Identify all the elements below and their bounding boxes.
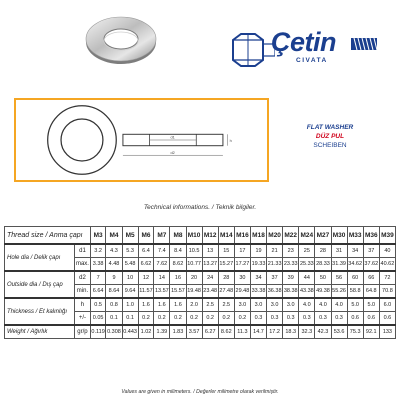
dim-label-d1: d1 [170,135,175,140]
table-cell: 133 [379,325,395,339]
table-cell: 1.83 [170,325,186,339]
table-row [5,244,396,258]
bolt-head-icon [227,32,275,68]
table-cell: 32.3 [299,325,315,339]
table-cell: 0.2 [202,312,218,326]
table-cell: 56 [331,271,347,285]
table-cell: 8.62 [218,325,234,339]
table-cell: 2.5 [202,298,218,312]
size-header: M7 [154,227,170,245]
table-cell: 0.2 [234,312,250,326]
table-cell: 64.8 [363,285,379,299]
logo-subtitle: CIVATA [296,57,328,64]
table-cell: 27.48 [218,285,234,299]
table-cell: 10 [122,271,138,285]
table-cell: 5.0 [347,298,363,312]
row-symbol: gr/p [75,325,91,339]
table-cell: 0.1 [122,312,138,326]
size-header: M16 [234,227,250,245]
table-cell: 31 [331,244,347,258]
threaded-bolt-icon [351,36,377,52]
table-cell: 11.57 [138,285,154,299]
dim-label-d2: d2 [170,150,175,155]
table-cell: 37 [363,244,379,258]
table-cell: 37 [267,271,283,285]
table-cell: 6.64 [90,285,106,299]
table-cell: 36.38 [267,285,283,299]
table-cell: 0.119 [90,325,106,339]
size-header: M8 [170,227,186,245]
table-cell: 14.7 [250,325,266,339]
table-row [5,325,396,339]
table-cell: 44 [299,271,315,285]
table-cell: 58.8 [347,285,363,299]
table-cell: 23 [283,244,299,258]
table-cell: 0.3 [267,312,283,326]
table-cell: 0.3 [299,312,315,326]
table-cell: 12 [138,271,154,285]
table-cell: 3.0 [283,298,299,312]
table-cell: 6.4 [138,244,154,258]
table-cell: 17.27 [234,258,250,272]
table-cell: 18.3 [283,325,299,339]
table-cell: 92.1 [363,325,379,339]
table-cell: 19.48 [186,285,202,299]
table-cell: 50 [315,271,331,285]
table-cell: 0.3 [283,312,299,326]
size-header: M39 [379,227,395,245]
table-cell: 1.39 [154,325,170,339]
table-cell: 72 [379,271,395,285]
table-cell: 19 [250,244,266,258]
size-header: M36 [363,227,379,245]
table-cell: 0.2 [170,312,186,326]
label-turkish: DÜZ PUL [315,133,345,140]
table-cell: 25.33 [299,258,315,272]
table-cell: 10.5 [186,244,202,258]
table-cell: 39 [283,271,299,285]
table-cell: 29.48 [234,285,250,299]
label-english: FLAT WASHER [306,124,354,131]
table-cell: 1.6 [138,298,154,312]
table-cell: 17 [234,244,250,258]
table-cell: 23.33 [283,258,299,272]
row-group-label: Outside dia / Dış çap [5,271,75,298]
table-cell: 3.57 [186,325,202,339]
dim-label-h: h [229,138,232,143]
label-german: SCHEIBEN [313,142,347,149]
size-header: M24 [299,227,315,245]
table-cell: 19.33 [250,258,266,272]
table-cell: 2.5 [218,298,234,312]
size-header: M14 [218,227,234,245]
table-cell: 16 [170,271,186,285]
table-cell: 5.48 [122,258,138,272]
size-header: M12 [202,227,218,245]
size-header: M4 [106,227,122,245]
size-header: M20 [267,227,283,245]
table-cell: 0.308 [106,325,122,339]
table-cell: 40.62 [379,258,395,272]
table-cell: 4.48 [106,258,122,272]
row-symbol: h [75,298,91,312]
table-cell: 4.0 [299,298,315,312]
table-cell: 40 [379,244,395,258]
table-cell: 25 [299,244,315,258]
table-cell: 0.2 [218,312,234,326]
size-header: M22 [283,227,299,245]
table-cell: 4.3 [106,244,122,258]
table-cell: 55.26 [331,285,347,299]
size-header: M6 [138,227,154,245]
table-cell: 10.77 [186,258,202,272]
table-cell: 13.27 [202,258,218,272]
table-cell: 15.27 [218,258,234,272]
table-cell: 30 [234,271,250,285]
table-cell: 31.39 [331,258,347,272]
table-cell: 0.6 [363,312,379,326]
table-cell: 53.6 [331,325,347,339]
table-cell: 3.0 [234,298,250,312]
size-header: M18 [250,227,266,245]
table-cell: 0.443 [122,325,138,339]
table-cell: 4.0 [331,298,347,312]
table-cell: 8.4 [170,244,186,258]
tech-info-caption: Technical informations. / Teknik bilgiler. [143,204,257,211]
technical-drawing [14,98,269,182]
row-group-label: Hole dia / Delik çapı [5,244,75,271]
row-group-label: Thickness / Et kalınlığı [5,298,75,325]
table-cell: 4.0 [315,298,331,312]
table-cell: 3.38 [90,258,106,272]
table-cell: 20 [186,271,202,285]
table-cell: 5.0 [363,298,379,312]
table-cell: 28.33 [315,258,331,272]
table-cell: 5.3 [122,244,138,258]
table-cell: 11.3 [234,325,250,339]
washer-drawing [16,100,267,180]
table-cell: 6.0 [379,298,395,312]
table-cell: 0.3 [315,312,331,326]
table-cell: 37.62 [363,258,379,272]
table-cell: 3.2 [90,244,106,258]
thread-size-label: Thread size / Anma çapı [5,227,91,245]
table-cell: 0.2 [154,312,170,326]
size-header: M27 [315,227,331,245]
table-cell: 60 [347,271,363,285]
table-cell: 66 [363,271,379,285]
table-cell: 0.6 [379,312,395,326]
row-symbol: d1 [75,244,91,258]
table-cell: 9 [106,271,122,285]
table-cell: 7 [90,271,106,285]
table-cell: 0.1 [106,312,122,326]
row-group-label: Weight / Ağırlık [5,325,75,339]
table-cell: 6.62 [138,258,154,272]
table-row [5,298,396,312]
size-header: M30 [331,227,347,245]
table-cell: 13 [202,244,218,258]
table-cell: 0.2 [186,312,202,326]
table-cell: 0.05 [90,312,106,326]
logo-name: Çetin [271,27,336,57]
table-cell: 0.6 [347,312,363,326]
size-header: M3 [90,227,106,245]
table-cell: 3.0 [267,298,283,312]
table-cell: 23.48 [202,285,218,299]
table-cell: 6.27 [202,325,218,339]
table-cell: 8.64 [106,285,122,299]
table-cell: 70.8 [379,285,395,299]
row-symbol: min. [75,285,91,299]
spec-table [4,226,396,339]
table-cell: 13.57 [154,285,170,299]
row-symbol: +/- [75,312,91,326]
table-cell: 49.38 [315,285,331,299]
table-cell: 7.4 [154,244,170,258]
table-cell: 3.0 [250,298,266,312]
table-cell: 0.2 [138,312,154,326]
table-cell: 21.33 [267,258,283,272]
table-header-row [5,227,396,245]
table-cell: 0.3 [331,312,347,326]
table-cell: 17.2 [267,325,283,339]
footnote: Values are given in milimeters. / Değerler milimetre olarak verilmiştir. [121,389,279,395]
row-symbol: max. [75,258,91,272]
table-cell: 7.62 [154,258,170,272]
table-cell: 9.64 [122,285,138,299]
table-cell: 0.3 [250,312,266,326]
table-cell: 28 [315,244,331,258]
size-header: M33 [347,227,363,245]
table-cell: 15 [218,244,234,258]
table-cell: 0.5 [90,298,106,312]
washer-photo [83,12,159,66]
size-header: M5 [122,227,138,245]
product-labels [284,124,376,149]
table-cell: 42.3 [315,325,331,339]
table-cell: 38.38 [283,285,299,299]
table-cell: 34.62 [347,258,363,272]
table-cell: 34 [250,271,266,285]
table-cell: 15.57 [170,285,186,299]
table-cell: 28 [218,271,234,285]
table-cell: 1.02 [138,325,154,339]
table-cell: 2.0 [186,298,202,312]
table-cell: 24 [202,271,218,285]
table-cell: 43.38 [299,285,315,299]
brand-logo [227,27,377,68]
table-cell: 33.38 [250,285,266,299]
table-row [5,271,396,285]
table-cell: 1.6 [154,298,170,312]
table-cell: 8.62 [170,258,186,272]
table-cell: 14 [154,271,170,285]
table-cell: 1.0 [122,298,138,312]
table-cell: 1.6 [170,298,186,312]
row-symbol: d2 [75,271,91,285]
size-header: M10 [186,227,202,245]
table-cell: 34 [347,244,363,258]
table-cell: 75.3 [347,325,363,339]
table-cell: 0.8 [106,298,122,312]
table-cell: 21 [267,244,283,258]
